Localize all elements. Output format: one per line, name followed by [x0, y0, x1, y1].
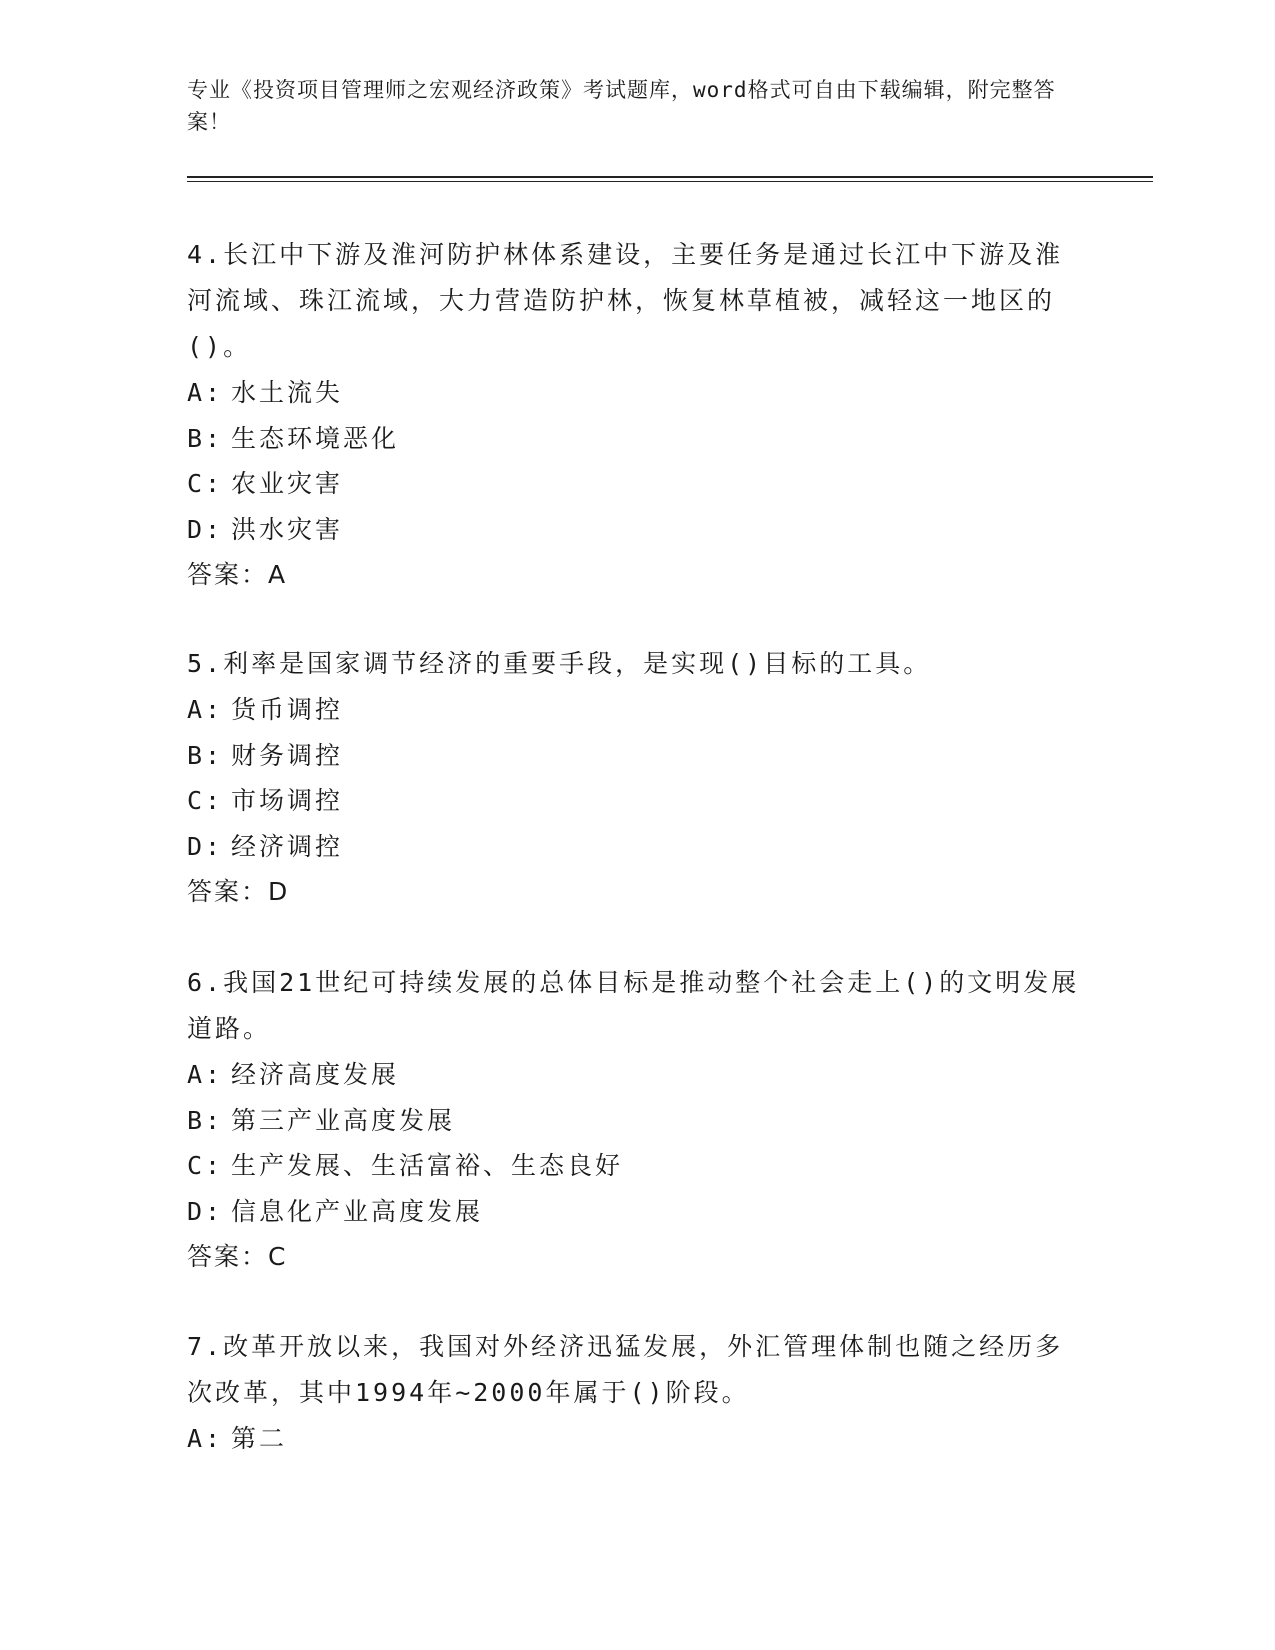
header-rule-thick — [187, 176, 1153, 178]
question-6 — [187, 960, 1087, 1280]
option-letter: A: — [187, 695, 224, 724]
question-stem: 6.我国21世纪可持续发展的总体目标是推动整个社会走上()的文明发展道路。 — [187, 968, 1080, 1043]
option-c — [187, 778, 1087, 824]
header-rule-thin — [187, 181, 1153, 182]
document-header: 专业《投资项目管理师之宏观经济政策》考试题库，word格式可自由下载编辑，附完整答案！ — [187, 78, 1056, 134]
option-a — [187, 370, 1087, 416]
question-stem: 4.长江中下游及淮河防护林体系建设，主要任务是通过长江中下游及淮河流域、珠江流域，大力营造防护林，恢复林草植被，减轻这一地区的()。 — [187, 240, 1064, 361]
option-d — [187, 507, 1087, 553]
option-b — [187, 1098, 1087, 1144]
option-text: 信息化产业高度发展 — [231, 1196, 484, 1226]
question-stem: 7.改革开放以来，我国对外经济迅猛发展，外汇管理体制也随之经历多次改革，其中1994年~2000年属于()阶段。 — [187, 1332, 1064, 1407]
option-c — [187, 1143, 1087, 1189]
option-text: 生态环境恶化 — [231, 423, 400, 453]
option-a — [187, 1416, 1087, 1462]
answer-line: 答案：C — [187, 1242, 288, 1271]
option-letter: C: — [187, 469, 224, 498]
option-letter: C: — [187, 786, 224, 815]
option-letter: B: — [187, 1105, 224, 1135]
question-4 — [187, 232, 1087, 598]
option-letter: D: — [187, 514, 224, 544]
option-b — [187, 733, 1087, 779]
answer-line: 答案：D — [187, 877, 290, 906]
option-text: 经济调控 — [231, 831, 344, 861]
option-text: 第二 — [231, 1424, 288, 1453]
question-stem: 5.利率是国家调节经济的重要手段，是实现()目标的工具。 — [187, 649, 932, 678]
question-5 — [187, 641, 1087, 915]
option-text: 财务调控 — [231, 740, 344, 770]
option-letter: A: — [187, 378, 224, 407]
option-letter: D: — [187, 1196, 224, 1226]
option-b — [187, 416, 1087, 462]
option-text: 经济高度发展 — [231, 1060, 400, 1089]
option-text: 货币调控 — [231, 695, 344, 724]
option-letter: A: — [187, 1424, 224, 1453]
option-text: 水土流失 — [231, 378, 344, 407]
option-text: 生产发展、生活富裕、生态良好 — [231, 1151, 624, 1180]
question-7 — [187, 1324, 1087, 1462]
option-a — [187, 1052, 1087, 1098]
option-a — [187, 687, 1087, 733]
option-letter: A: — [187, 1060, 224, 1089]
option-text: 市场调控 — [231, 786, 344, 815]
option-letter: B: — [187, 423, 224, 453]
answer-line: 答案：A — [187, 560, 288, 589]
option-letter: D: — [187, 831, 224, 861]
option-text: 农业灾害 — [231, 469, 344, 498]
option-letter: B: — [187, 740, 224, 770]
option-letter: C: — [187, 1151, 224, 1180]
option-text: 第三产业高度发展 — [231, 1105, 456, 1135]
option-d — [187, 1189, 1087, 1235]
option-d — [187, 824, 1087, 870]
option-c — [187, 461, 1087, 507]
option-text: 洪水灾害 — [231, 514, 344, 544]
